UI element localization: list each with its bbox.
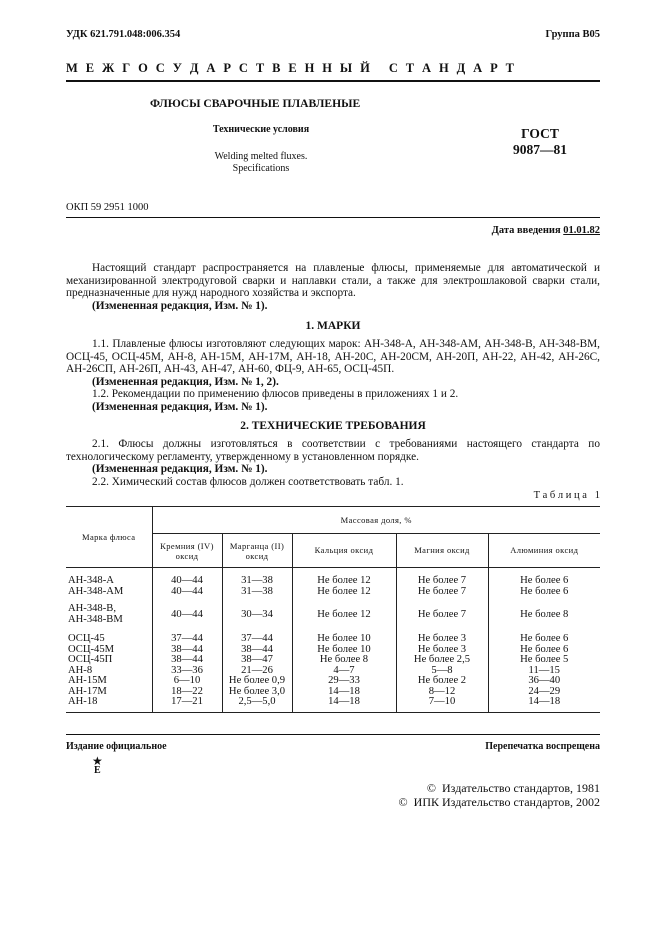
table-row xyxy=(66,655,600,666)
official-edition: Издание официальное xyxy=(66,741,167,752)
brand-cell: АН-348-А xyxy=(68,575,114,586)
brand-cell: ОСЦ-45 xyxy=(68,633,105,644)
star-icon: ★ xyxy=(92,754,103,768)
value-cell: 14—18 xyxy=(488,697,600,712)
table-row xyxy=(66,597,600,627)
value-cell: 31—38 xyxy=(222,587,292,598)
mass-fraction-header: Массовая доля, % xyxy=(152,507,600,534)
brand-cell: АН-348-АМ xyxy=(68,585,124,597)
okp-code: ОКП 59 2951 1000 xyxy=(66,202,149,213)
value-cell: 38—44 xyxy=(152,655,222,666)
brand-cell: ОСЦ-45М xyxy=(68,643,115,655)
section2-heading: 2. ТЕХНИЧЕСКИЕ ТРЕБОВАНИЯ xyxy=(240,420,426,432)
col-header-aluminium: Алюминия оксид xyxy=(488,534,600,568)
value-cell: 38—44 xyxy=(222,645,292,656)
state-standard-banner: М Е Ж Г О С У Д А Р С Т В Е Н Н Ы Й С Т А Н Д А Р Т xyxy=(66,61,517,75)
section1-heading: 1. МАРКИ xyxy=(305,320,361,332)
value-cell: 29—33 xyxy=(292,676,396,687)
value-cell: Не более 6 xyxy=(488,587,600,598)
value-cell: 7—10 xyxy=(396,697,488,712)
reprint-prohibited: Перепечатка воспрещена xyxy=(485,741,600,752)
brand-cell: АН-18 xyxy=(68,696,98,707)
brand-cell: АН-15М xyxy=(68,675,107,686)
section1-p2: 1.2. Рекомендации по применению флюсов приведены в приложениях 1 и 2. xyxy=(92,388,459,400)
value-cell: 40—44 xyxy=(152,597,222,627)
value-cell: 14—18 xyxy=(292,687,396,698)
section2-p1-note: (Измененная редакция, Изм. № 1). xyxy=(92,463,268,475)
brand-cell: АН-348-В, АН-348-ВМ xyxy=(68,603,123,625)
section1-p1: 1.1. Плавленые флюсы изготовляют следующих марок: АН-348-А, АН-348-АМ, АН-348-В, АН-348-ВМ, ОСЦ-45, ОСЦ-45М, АН-8, АН-15М, АН-17М, АН-18, АН-20С, АН-20СМ, АН-20П, АН-22, АН-42, АН-26С, АН-26СП, АН-26П, АН-43, АН-47, АН-60, ФЦ-9, АН-65, ОСЦ-45П. xyxy=(66,338,600,375)
value-cell: 21—26 xyxy=(222,666,292,677)
value-cell: 40—44 xyxy=(152,587,222,598)
value-cell: Не более 7 xyxy=(396,568,488,587)
value-cell: Не более 12 xyxy=(292,568,396,587)
table-row xyxy=(66,697,600,712)
header-rule xyxy=(66,80,600,82)
value-cell: Не более 3 xyxy=(396,627,488,645)
doc-title-en: Welding melted fluxes. xyxy=(214,151,308,162)
col-header-silicon: Кремния (IV) оксид xyxy=(152,534,222,568)
value-cell: 38—44 xyxy=(152,645,222,656)
value-cell: Не более 6 xyxy=(488,627,600,645)
section2-p1: 2.1. Флюсы должны изготовляться в соответствии с требованиями настоящего стандарта по технологическому регламенту, утвержденному в установленном порядке. xyxy=(66,438,600,463)
table-caption: Т а б л и ц а 1 xyxy=(533,490,600,501)
section1-p1-note: (Измененная редакция, Изм. № 1, 2). xyxy=(92,376,279,388)
value-cell: 37—44 xyxy=(222,627,292,645)
doc-subtitle-en: Specifications xyxy=(232,163,290,174)
footer-rule xyxy=(66,734,600,735)
value-cell: 6—10 xyxy=(152,676,222,687)
value-cell: 5—8 xyxy=(396,666,488,677)
copyright-2002: © ИПК Издательство стандартов, 2002 xyxy=(398,795,600,809)
table-row xyxy=(66,676,600,687)
col-header-magnesium: Магния оксид xyxy=(396,534,488,568)
intro-date-value: 01.01.82 xyxy=(563,225,600,236)
value-cell: Не более 3,0 xyxy=(222,687,292,698)
value-cell: Не более 10 xyxy=(292,627,396,645)
udk-code: УДК 621.791.048:006.354 xyxy=(66,29,181,40)
value-cell: 2,5—5,0 xyxy=(222,697,292,712)
value-cell: 17—21 xyxy=(152,697,222,712)
gost-label: ГОСТ xyxy=(521,126,559,141)
value-cell: Не более 2,5 xyxy=(396,655,488,666)
value-cell: 8—12 xyxy=(396,687,488,698)
group-code: Группа В05 xyxy=(545,29,600,40)
col-header-calcium: Кальция оксид xyxy=(292,534,396,568)
value-cell: Не более 0,9 xyxy=(222,676,292,687)
table-row xyxy=(66,627,600,645)
section2-p2: 2.2. Химический состав флюсов должен соответствовать табл. 1. xyxy=(92,476,404,488)
value-cell: Не более 6 xyxy=(488,568,600,587)
value-cell: 14—18 xyxy=(292,697,396,712)
col-header-manganese: Марганца (II) оксид xyxy=(222,534,292,568)
doc-title-ru: ФЛЮСЫ СВАРОЧНЫЕ ПЛАВЛЕНЫЕ xyxy=(150,97,361,110)
value-cell: 11—15 xyxy=(488,666,600,677)
section1-p2-note: (Измененная редакция, Изм. № 1). xyxy=(92,401,268,413)
value-cell: Не более 2 xyxy=(396,676,488,687)
value-cell: Не более 5 xyxy=(488,655,600,666)
value-cell: 33—36 xyxy=(152,666,222,677)
brand-cell: АН-8 xyxy=(68,664,93,676)
table-row xyxy=(66,568,600,587)
brand-cell: ОСЦ-45П xyxy=(68,654,113,665)
intro-paragraph: Настоящий стандарт распространяется на плавленые флюсы, применяемые для автоматической и механизированной электродуговой сварки и наплавки стали, а также для электрошлаковой сварки стали, предназначенные для нужд народного хозяйства и экспорта. xyxy=(66,262,600,299)
copyright-1981: © Издательство стандартов, 1981 xyxy=(426,781,600,795)
value-cell: Не более 7 xyxy=(396,597,488,627)
intro-date-label: Дата введения xyxy=(491,225,561,236)
intro-note: (Измененная редакция, Изм. № 1). xyxy=(92,300,268,312)
value-cell: Не более 12 xyxy=(292,587,396,598)
value-cell: Не более 8 xyxy=(292,655,396,666)
value-cell: 4—7 xyxy=(292,666,396,677)
value-cell: 18—22 xyxy=(152,687,222,698)
value-cell: 24—29 xyxy=(488,687,600,698)
gost-number: 9087—81 xyxy=(513,142,567,157)
table-row xyxy=(66,587,600,598)
e-mark: Е xyxy=(94,765,101,776)
value-cell: Не более 6 xyxy=(488,645,600,656)
brand-cell: АН-17М xyxy=(68,685,107,697)
intro-date xyxy=(492,225,600,236)
composition-table xyxy=(66,506,600,713)
value-cell: Не более 12 xyxy=(292,597,396,627)
col-brand-header: Марка флюса xyxy=(66,507,152,568)
value-cell: Не более 8 xyxy=(488,597,600,627)
value-cell: Не более 3 xyxy=(396,645,488,656)
okp-rule xyxy=(66,217,600,218)
value-cell: 31—38 xyxy=(222,568,292,587)
value-cell: 38—47 xyxy=(222,655,292,666)
value-cell: 37—44 xyxy=(152,627,222,645)
value-cell: Не более 7 xyxy=(396,587,488,598)
value-cell: Не более 10 xyxy=(292,645,396,656)
value-cell: 40—44 xyxy=(152,568,222,587)
value-cell: 30—34 xyxy=(222,597,292,627)
value-cell: 36—40 xyxy=(488,676,600,687)
doc-subtitle-ru: Технические условия xyxy=(212,124,310,135)
